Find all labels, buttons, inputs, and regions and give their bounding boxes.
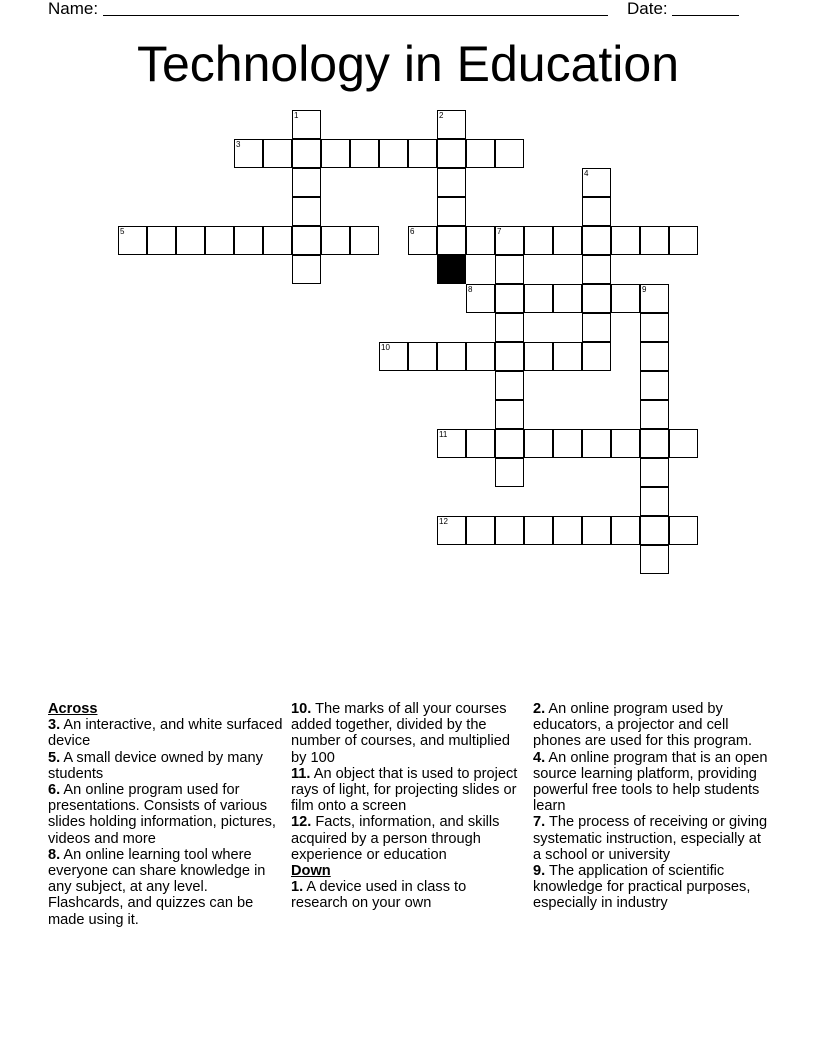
grid-cell[interactable] <box>292 139 321 168</box>
grid-cell[interactable] <box>495 255 524 284</box>
clue-number: 12. <box>291 814 312 831</box>
clue-number: 3. <box>48 717 61 734</box>
grid-cell[interactable] <box>553 342 582 371</box>
clue-text: Facts, information, and skills acquired by a person through experience or education <box>291 814 500 863</box>
grid-cell[interactable] <box>640 342 669 371</box>
clue-text: An online learning tool where everyone can share knowledge in any subject, at any level. Flashcards, and quizzes can be made using it. <box>48 846 266 928</box>
grid-cell[interactable] <box>437 342 466 371</box>
grid-cell[interactable] <box>495 458 524 487</box>
clue-number: 5. <box>48 749 61 766</box>
grid-cell[interactable] <box>524 342 553 371</box>
grid-cell[interactable] <box>466 516 495 545</box>
grid-cell[interactable] <box>234 139 263 168</box>
grid-cell[interactable] <box>292 226 321 255</box>
grid-cell[interactable] <box>466 342 495 371</box>
grid-cell[interactable] <box>669 226 698 255</box>
cell-number: 6 <box>410 227 415 236</box>
cell-number: 12 <box>439 517 448 526</box>
grid-cell[interactable] <box>611 429 640 458</box>
grid-cell[interactable] <box>553 226 582 255</box>
grid-cell[interactable] <box>611 226 640 255</box>
grid-cell[interactable] <box>582 168 611 197</box>
grid-cell[interactable] <box>437 516 466 545</box>
grid-cell[interactable] <box>408 226 437 255</box>
cell-number: 7 <box>497 227 502 236</box>
grid-cell[interactable] <box>495 226 524 255</box>
grid-cell[interactable] <box>495 284 524 313</box>
name-label: Name: <box>48 0 99 18</box>
grid-cell[interactable] <box>553 516 582 545</box>
grid-cell[interactable] <box>437 139 466 168</box>
grid-cell[interactable] <box>176 226 205 255</box>
grid-cell[interactable] <box>582 516 611 545</box>
grid-cell[interactable] <box>640 458 669 487</box>
clue-text: A device used in class to research on your own <box>291 879 467 912</box>
clue <box>291 766 527 815</box>
grid-cell[interactable] <box>582 255 611 284</box>
grid-cell[interactable] <box>437 168 466 197</box>
clue-text: An online program used for presentations. Consists of various slides holding information, pictures, videos and more <box>48 782 276 847</box>
clue-number: 9. <box>533 863 546 880</box>
grid-cell[interactable] <box>466 226 495 255</box>
grid-cell[interactable] <box>640 371 669 400</box>
clue-number: 10. <box>291 701 312 717</box>
clue <box>48 847 286 928</box>
grid-cell[interactable] <box>640 487 669 516</box>
grid-cell[interactable] <box>553 284 582 313</box>
grid-cell[interactable] <box>582 197 611 226</box>
grid-cell[interactable] <box>640 545 669 574</box>
clue-number: 7. <box>533 814 546 831</box>
cell-number: 4 <box>584 169 589 178</box>
grid-cell[interactable] <box>524 429 553 458</box>
grid-cell[interactable] <box>524 516 553 545</box>
cell-number: 1 <box>294 111 299 120</box>
grid-cell[interactable] <box>147 226 176 255</box>
grid-cell[interactable] <box>466 284 495 313</box>
clue <box>48 782 286 847</box>
grid-cell[interactable] <box>611 284 640 313</box>
cell-number: 10 <box>381 343 390 352</box>
cell-number: 5 <box>120 227 125 236</box>
grid-cell[interactable] <box>234 226 263 255</box>
grid-cell[interactable] <box>640 313 669 342</box>
cell-number: 8 <box>468 285 473 294</box>
clue-column-1 <box>48 701 286 928</box>
down-heading: Down <box>291 863 331 880</box>
page-title: Technology in Education <box>136 36 680 92</box>
grid-cell[interactable] <box>292 168 321 197</box>
grid-cell[interactable] <box>437 226 466 255</box>
grid-cell[interactable] <box>495 342 524 371</box>
grid-cell[interactable] <box>495 429 524 458</box>
grid-cell[interactable] <box>582 429 611 458</box>
cell-number: 2 <box>439 111 444 120</box>
grid-cell[interactable] <box>408 139 437 168</box>
grid-cell[interactable] <box>582 284 611 313</box>
grid-cell[interactable] <box>582 226 611 255</box>
clue-number: 2. <box>533 701 546 717</box>
grid-cell[interactable] <box>495 313 524 342</box>
grid-cell[interactable] <box>495 139 524 168</box>
grid-cell[interactable] <box>553 429 582 458</box>
clue-text: A small device owned by many students <box>48 749 263 782</box>
grid-cell[interactable] <box>611 516 640 545</box>
cell-number: 3 <box>236 140 241 149</box>
grid-cell[interactable] <box>350 226 379 255</box>
grid-cell[interactable] <box>524 226 553 255</box>
grid-cell[interactable] <box>292 255 321 284</box>
grid-cell[interactable] <box>495 516 524 545</box>
clue-text: The application of scientific knowledge for practical purposes, especially in industry <box>533 863 751 912</box>
grid-cell[interactable] <box>321 226 350 255</box>
clue <box>291 879 527 911</box>
across-heading: Across <box>48 701 98 717</box>
cell-number: 11 <box>439 430 448 439</box>
clue <box>291 701 527 766</box>
clue <box>533 701 773 750</box>
grid-cell[interactable] <box>263 139 292 168</box>
clue <box>48 717 286 749</box>
grid-cell[interactable] <box>379 139 408 168</box>
grid-cell[interactable] <box>669 429 698 458</box>
grid-cell[interactable] <box>437 110 466 139</box>
clue-text: An object that is used to project rays of light, for projecting slides or film onto a screen <box>291 765 518 815</box>
grid-cell[interactable] <box>582 313 611 342</box>
clue <box>533 814 773 863</box>
grid-cell[interactable] <box>582 342 611 371</box>
clue-text: An online program that is an open source learning platform, providing powerful free tools to help students learn <box>533 749 768 815</box>
clue-column-3 <box>533 701 773 912</box>
cell-number: 9 <box>642 285 647 294</box>
black-cell <box>437 255 466 284</box>
grid-cell[interactable] <box>640 226 669 255</box>
clue <box>48 750 286 782</box>
clue-column-2 <box>291 701 527 912</box>
clue <box>533 750 773 815</box>
grid-cell[interactable] <box>437 197 466 226</box>
clue-text: An interactive, and white surfaced device <box>48 717 283 750</box>
grid-cell[interactable] <box>466 139 495 168</box>
grid-cell[interactable] <box>495 400 524 429</box>
grid-cell[interactable] <box>292 197 321 226</box>
clue-number: 8. <box>48 846 61 863</box>
grid-cell[interactable] <box>640 429 669 458</box>
grid-cell[interactable] <box>205 226 234 255</box>
grid-cell[interactable] <box>466 429 495 458</box>
grid-cell[interactable] <box>640 284 669 313</box>
clue-text: The process of receiving or giving systematic instruction, especially at a school or university <box>533 814 768 863</box>
clue-text: An online program used by educators, a projector and cell phones are used for this program. <box>533 701 753 750</box>
grid-cell[interactable] <box>640 400 669 429</box>
date-label: Date: <box>627 0 668 18</box>
clue-number: 6. <box>48 782 61 799</box>
grid-cell[interactable] <box>640 516 669 545</box>
grid-cell[interactable] <box>350 139 379 168</box>
clue-number: 11. <box>291 765 311 782</box>
clue-number: 4. <box>533 749 546 766</box>
grid-cell[interactable] <box>321 139 350 168</box>
grid-cell[interactable] <box>379 342 408 371</box>
grid-cell[interactable] <box>524 284 553 313</box>
clue-text: The marks of all your courses added together, divided by the number of courses, and multiplied by 100 <box>291 701 511 766</box>
grid-cell[interactable] <box>118 226 147 255</box>
clue <box>533 863 773 912</box>
grid-cell[interactable] <box>669 516 698 545</box>
clue <box>291 814 527 863</box>
grid-cell[interactable] <box>263 226 292 255</box>
grid-cell[interactable] <box>408 342 437 371</box>
clue-number: 1. <box>291 879 304 896</box>
grid-cell[interactable] <box>292 110 321 139</box>
grid-cell[interactable] <box>437 429 466 458</box>
grid-cell[interactable] <box>495 371 524 400</box>
